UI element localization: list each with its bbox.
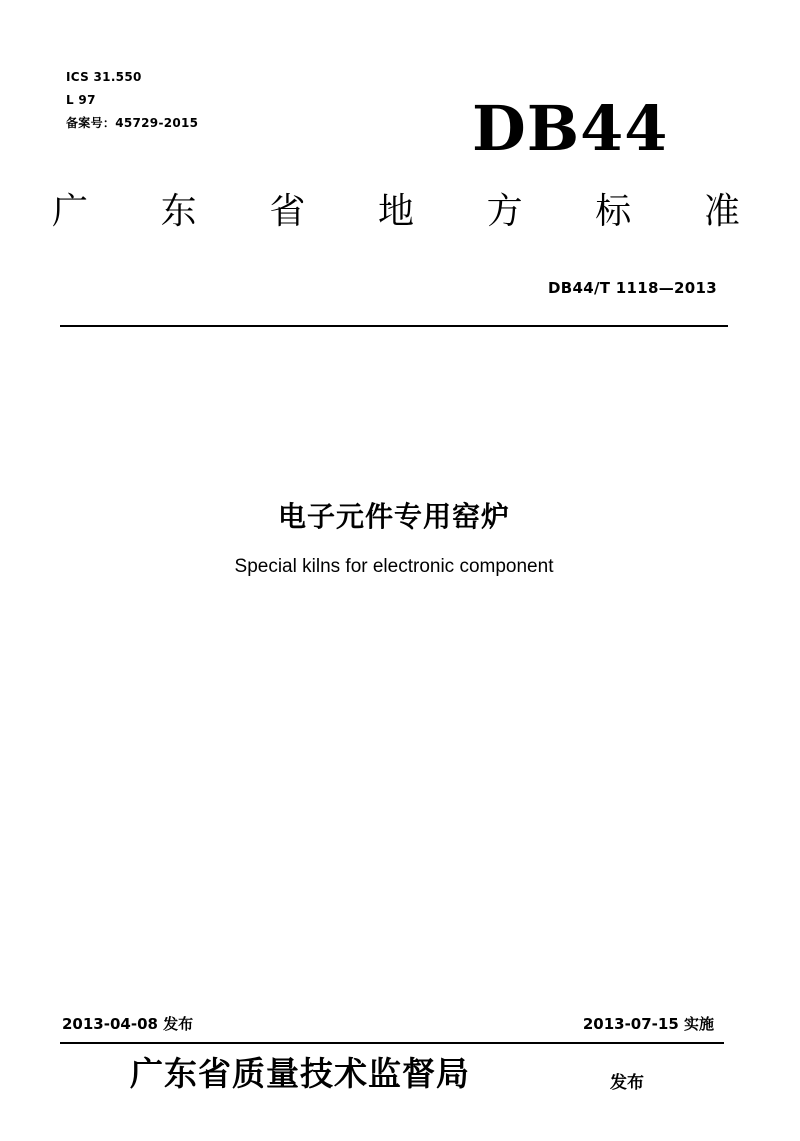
- standard-number: DB44/T 1118—2013: [548, 279, 717, 297]
- standard-category-title: [52, 191, 740, 232]
- effective-date: 2013-07-15 实施: [582, 1015, 714, 1033]
- document-title-cn: 电子元件专用窑炉: [277, 500, 510, 533]
- standard-title-char: 广: [52, 191, 89, 232]
- document-title-en: Special kilns for electronic component: [234, 556, 554, 577]
- bottom-divider: [60, 1042, 724, 1044]
- issuing-authority: 广东省质量技术监督局: [130, 1054, 470, 1093]
- top-divider: [60, 325, 728, 327]
- standard-title-char: 东: [160, 191, 197, 232]
- standard-title-char: 地: [377, 191, 414, 232]
- publish-date: 2013-04-08 发布: [62, 1015, 194, 1033]
- issuing-action: 发布: [610, 1073, 644, 1093]
- standard-title-char: 标: [595, 191, 632, 232]
- classification-code: L 97: [66, 93, 96, 107]
- standard-title-char: 方: [486, 191, 523, 232]
- filing-number: 备案号：45729-2015: [66, 116, 199, 130]
- standard-title-char: 省: [269, 191, 306, 232]
- standard-title-char: 准: [703, 191, 740, 232]
- ics-code: ICS 31.550: [66, 70, 142, 84]
- standard-logo: DB44: [472, 92, 669, 165]
